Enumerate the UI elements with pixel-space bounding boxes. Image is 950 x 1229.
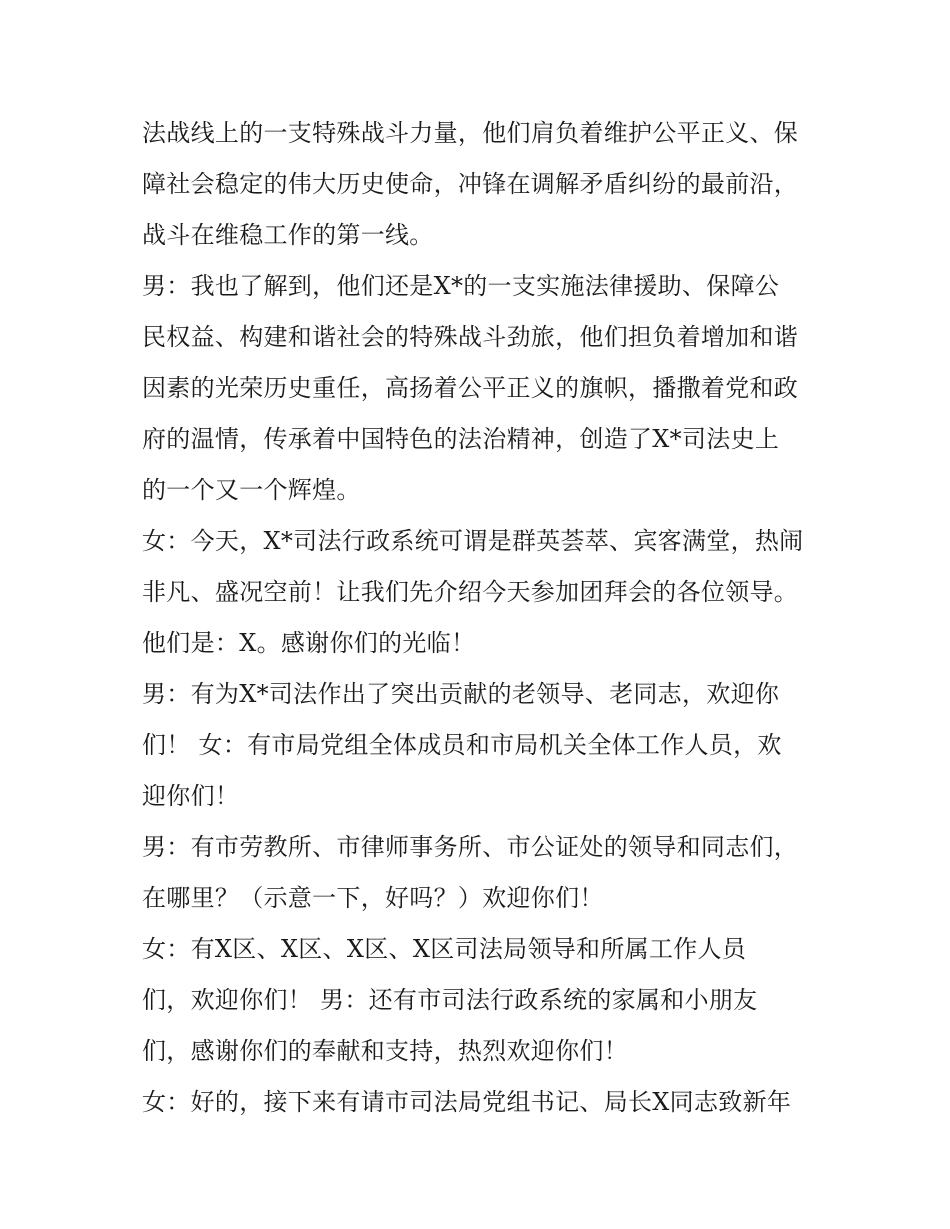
text-line: 们，感谢你们的奉献和支持，热烈欢迎你们！ [142, 1037, 628, 1065]
text-line: 障社会稳定的伟大历史使命，冲锋在调解矛盾纠纷的最前沿， [142, 170, 799, 198]
text-line: 法战线上的一支特殊战斗力量，他们肩负着维护公平正义、保 [142, 119, 799, 147]
text-line: 战斗在维稳工作的第一线。 [142, 221, 434, 249]
document-body [142, 108, 822, 1128]
text-line: 男：我也了解到，他们还是X*的一支实施法律援助、保障公 [142, 272, 780, 300]
text-line: 的一个又一个辉煌。 [142, 476, 361, 504]
text-line: 在哪里？（示意一下，好吗？）欢迎你们！ [142, 884, 604, 912]
text-line: 女：有X区、X区、X区、X区司法局领导和所属工作人员 [142, 935, 747, 963]
text-line: 非凡、盛况空前！让我们先介绍今天参加团拜会的各位领导。 [142, 578, 799, 606]
text-line: 迎你们！ [142, 782, 240, 810]
text-line: 府的温情，传承着中国特色的法治精神，创造了X*司法史上 [142, 425, 780, 453]
text-line: 们，欢迎你们！ 男：还有市司法行政系统的家属和小朋友 [142, 986, 758, 1014]
text-line: 男：有为X*司法作出了突出贡献的老领导、老同志，欢迎你 [142, 680, 780, 708]
text-line: 们！ 女：有市局党组全体成员和市局机关全体工作人员，欢 [142, 731, 782, 759]
text-line: 因素的光荣历史重任，高扬着公平正义的旗帜，播撒着党和政 [142, 374, 799, 402]
text-line: 女：好的，接下来有请市司法局党组书记、局长X同志致新年 [142, 1088, 792, 1116]
text-line: 女：今天，X*司法行政系统可谓是群英荟萃、宾客满堂，热闹 [142, 527, 804, 555]
text-line: 男：有市劳教所、市律师事务所、市公证处的领导和同志们， [142, 833, 799, 861]
text-line: 民权益、构建和谐社会的特殊战斗劲旅，他们担负着增加和谐 [142, 323, 799, 351]
text-line: 他们是：X。感谢你们的光临！ [142, 629, 476, 657]
